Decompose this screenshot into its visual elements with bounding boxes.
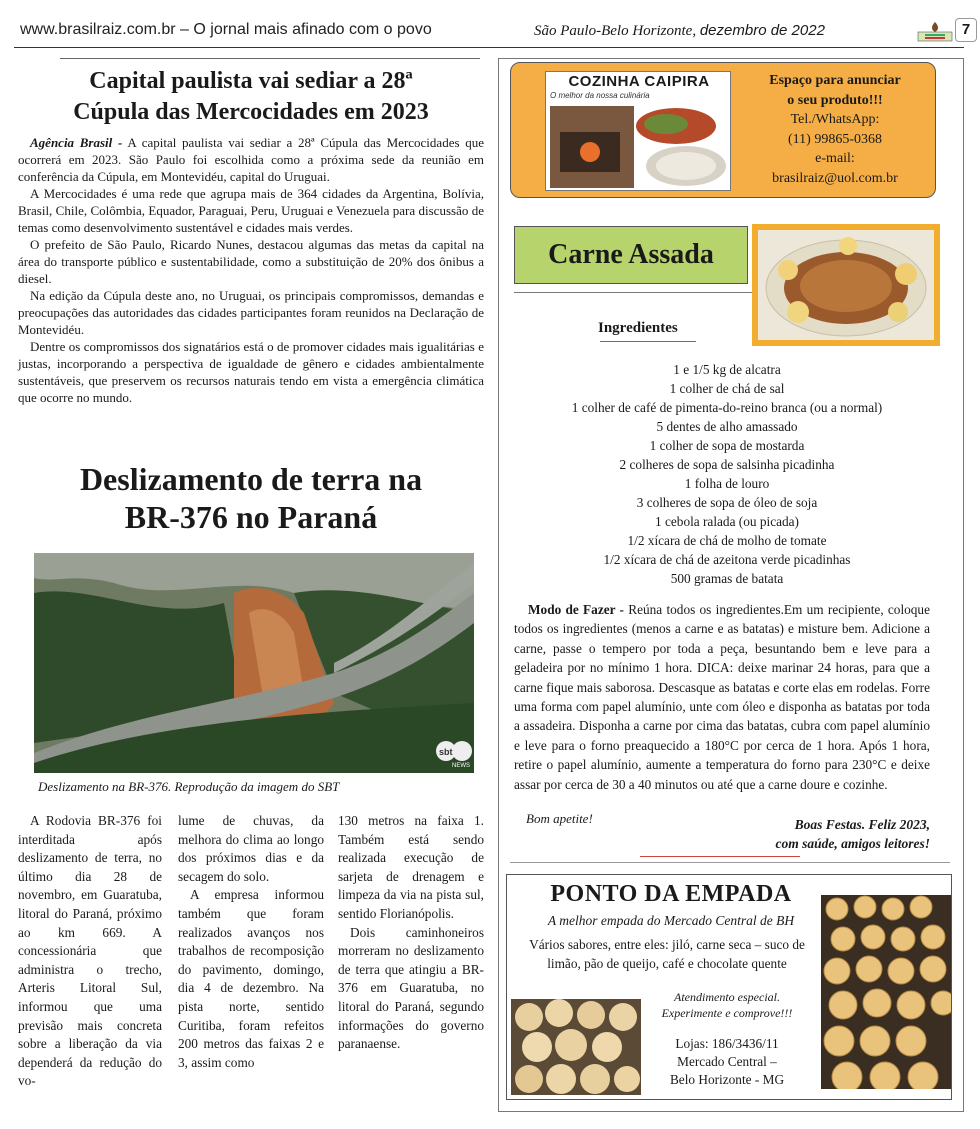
method-label: Modo de Fazer -: [528, 602, 624, 617]
article2-column-2: [178, 812, 324, 1072]
article1-p1-text: A capital paulista vai sediar a 28ª Cúpula das Mercocidades que ocorrerá em 2023. São Paulo foi escolhida como a próxima sede da reunião em conferência da Cúpula, em Montevidéu, capital do Uruguai.: [18, 135, 485, 184]
article1-p2: A Mercocidades é uma rede que agrupa mais de 364 cidades da Argentina, Bolívia, Brasil, Chile, Colômbia, Equador, Paraguai, Peru, Uruguai e Venezuela para discussão de temas como desenvolvimento sustentável e cidades mais verdes.: [18, 186, 484, 235]
date: dezembro de 2022: [699, 22, 825, 39]
ad-phone[interactable]: (11) 99865-0368: [788, 131, 882, 147]
site-line[interactable]: www.brasilraiz.com.br – O jornal mais afinado com o povo: [20, 21, 432, 38]
method-text: [514, 600, 930, 794]
ingredient-item: 1/2 xícara de chá de molho de tomate: [627, 533, 827, 548]
article2-title-line2: BR-376 no Paraná: [124, 499, 378, 535]
place-date: [534, 22, 825, 40]
ingredient-item: 1 colher de café de pimenta-do-reino branca (ou a normal): [571, 400, 883, 415]
page-number: 7: [955, 18, 977, 42]
ad-cozinha-caipira[interactable]: [510, 62, 936, 198]
article1-source: Agência Brasil -: [30, 135, 123, 150]
cozinha-illustration: [546, 102, 731, 191]
article2-title-line1: Deslizamento de terra na: [79, 461, 423, 497]
photo-caption: Deslizamento na BR-376. Reprodução da imagem do SBT: [38, 779, 340, 794]
cozinha-brand: COZINHA CAIPIRA: [568, 73, 710, 90]
cozinha-tagline: O melhor da nossa culinária: [550, 91, 650, 100]
empada-description: Vários sabores, entre eles: jiló, carne seca – suco de limão, pão de queijo, café e chocolate quente: [529, 937, 805, 971]
empada-attention: [647, 989, 807, 1021]
newspaper-logo-icon: [917, 20, 953, 42]
empada-address: [647, 1035, 807, 1089]
ad-line1: Espaço para anunciar: [769, 73, 901, 88]
article2-col2b-text: A empresa informou também que foram realizados avanços nos trabalhos de recomposição do pavimento, domingo, dia 4 de dezembro. Na pista norte, sentido Curitiba, foram refeitos 200 metros das faixas 2 e 3, assim como: [178, 887, 324, 1070]
ad-line5: e-mail:: [815, 151, 855, 166]
lojas-line2: Mercado Central –: [677, 1054, 777, 1069]
greeting-line2: com saúde, amigos leitores!: [775, 836, 930, 851]
recipe-photo: [752, 224, 940, 346]
article2-column-3: [338, 812, 484, 1054]
article2-col1-text: A Rodovia BR-376 foi interditada após deslizamento de terra, no último dia 28 de novembro, em Guaratuba, litoral do Paraná, próximo ao km 669. A concessionária que administra o trecho, Arteris Litoral Sul, informou que uma previsão mais concreta sobre a liberação da via dependerá da redução do vo-: [18, 813, 162, 1089]
article1-p1: [18, 134, 484, 185]
roast-illustration: [758, 230, 934, 340]
ingredients-title: Ingredientes: [598, 320, 678, 336]
recipe-rule: [514, 292, 754, 293]
ingredient-item: 500 gramas de batata: [670, 571, 784, 586]
ad-line3: Tel./WhatsApp:: [790, 112, 880, 127]
ingredient-item: 3 colheres de sopa de óleo de soja: [636, 495, 818, 510]
pao-de-queijo-photo: [511, 999, 641, 1095]
article2-col3b-text: Dois caminhoneiros morreram no deslizamento de terra que atingiu a BR-376 em Guaratuba, no litoral do Paraná, segundo informações do governo paranaense.: [338, 924, 484, 1052]
bom-apetite: Bom apetite!: [526, 811, 593, 826]
place: São Paulo-Belo Horizonte,: [534, 23, 697, 39]
ingredient-item: 1 e 1/5 kg de alcatra: [673, 362, 781, 377]
empada-name: PONTO DA EMPADA: [550, 881, 792, 907]
lojas-line1: Lojas: 186/3436/11: [675, 1036, 779, 1051]
empadas-illustration: [821, 895, 951, 1089]
season-greeting: [700, 815, 930, 853]
method-body: Reúna todos os ingredientes.Em um recipiente, coloque todos os ingredientes (menos a carne e as batatas) e misture bem. Adicione a carne, passe o tempero por toda a peça, besuntando bem e leve para a geladeira por no mínimo 1 hora. DICA: deixe marinar 24 horas, para que a carne fique mais saborosa. Descasque as batatas e corte elas em rodelas. Forre uma forma com papel alumínio, unte com óleo e disponha as batatas por toda a assadeira. Disponha a carne por cima das batatas, cubra com papel alumínio e leve para o forno preaquecido a 180°C por cerca de 1 hora. Após 1 hora, retire o papel alumínio, aumente a temperatura do forno para 230°C e deixe assar por cerca de 30 a 40 minutos ou até que a carne doure e cozinhe.: [514, 602, 930, 792]
recipe-title: Carne Assada: [514, 226, 748, 284]
attention-line1: Atendimento especial.: [674, 990, 780, 1004]
article2-title: [18, 460, 484, 536]
article1-p5: Dentre os compromissos dos signatários está o de promover cidades mais igualitárias e justas, incorporando a perspectiva de igualdade de gênero e cidades ambientalmente sustentáveis, que preservem os recursos naturais tendo em vista a emergência climática que ocorre no mundo.: [18, 339, 484, 405]
ingredient-item: 5 dentes de alho amassado: [656, 419, 798, 434]
cozinha-ad-text: [737, 71, 933, 188]
article1-title-line1: Capital paulista vai sediar a 28ª: [89, 68, 413, 94]
ingredient-item: 1 colher de sopa de mostarda: [649, 438, 805, 453]
lojas-line3: Belo Horizonte - MG: [669, 1072, 785, 1087]
photo-watermark: sbt: [439, 747, 453, 757]
page-header: [14, 18, 971, 48]
landslide-photo: [34, 553, 474, 773]
article1-title: [18, 66, 484, 128]
section-separator: [510, 862, 950, 863]
article1-body: [18, 134, 484, 406]
empada-subtitle: A melhor empada do Mercado Central de BH: [547, 913, 795, 928]
ad-line2: o seu produto!!!: [787, 92, 883, 108]
ingredient-item: 1/2 xícara de chá de azeitona verde picadinhas: [603, 552, 851, 567]
ingredient-item: 1 colher de chá de sal: [669, 381, 785, 396]
greeting-line1: Boas Festas. Feliz 2023,: [794, 817, 930, 832]
article2-column-1: [18, 812, 162, 1091]
ingredient-item: 2 colheres de sopa de salsinha picadinha: [619, 457, 835, 472]
cozinha-ad-image: [545, 71, 731, 191]
article1-p4: Na edição da Cúpula deste ano, no Uruguai, os principais compromissos, demandas e preocupações das autoridades das cidades participantes foram reunidos na Declaração de Montevidéu.: [18, 288, 484, 337]
ingredients-underline: [600, 341, 696, 342]
article1-title-line2: Cúpula das Mercocidades em 2023: [73, 99, 429, 125]
attention-line2: Experimente e comprove!!!: [661, 1006, 793, 1020]
empadas-tray-photo: [821, 895, 951, 1089]
greeting-rule: [640, 856, 800, 857]
top-rule: [60, 58, 480, 59]
article2-col2a-text: lume de chuvas, da melhora do clima ao longo dos próximos dias e da secagem do solo.: [178, 813, 324, 884]
pao-de-queijo-illustration: [511, 999, 641, 1095]
ad-ponto-da-empada[interactable]: [506, 874, 952, 1100]
ingredient-item: 1 folha de louro: [684, 476, 770, 491]
article2-col3a-text: 130 metros na faixa 1. Também está sendo realizada execução de sarjeta de drenagem e limpeza da via na pista sul, sentido Florianópolis.: [338, 813, 484, 921]
ingredients-list: [514, 360, 940, 588]
landslide-photo-illustration: [34, 553, 474, 773]
ad-email[interactable]: brasilraiz@uol.com.br: [772, 170, 898, 186]
ingredient-item: 1 cebola ralada (ou picada): [655, 514, 799, 529]
article1-p3: O prefeito de São Paulo, Ricardo Nunes, destacou algumas das metas da capital na área do transporte público e sustentabilidade, como a substituição de 20% dos ônibus a diesel.: [18, 237, 484, 286]
photo-watermark-sub: NEWS: [452, 763, 470, 769]
